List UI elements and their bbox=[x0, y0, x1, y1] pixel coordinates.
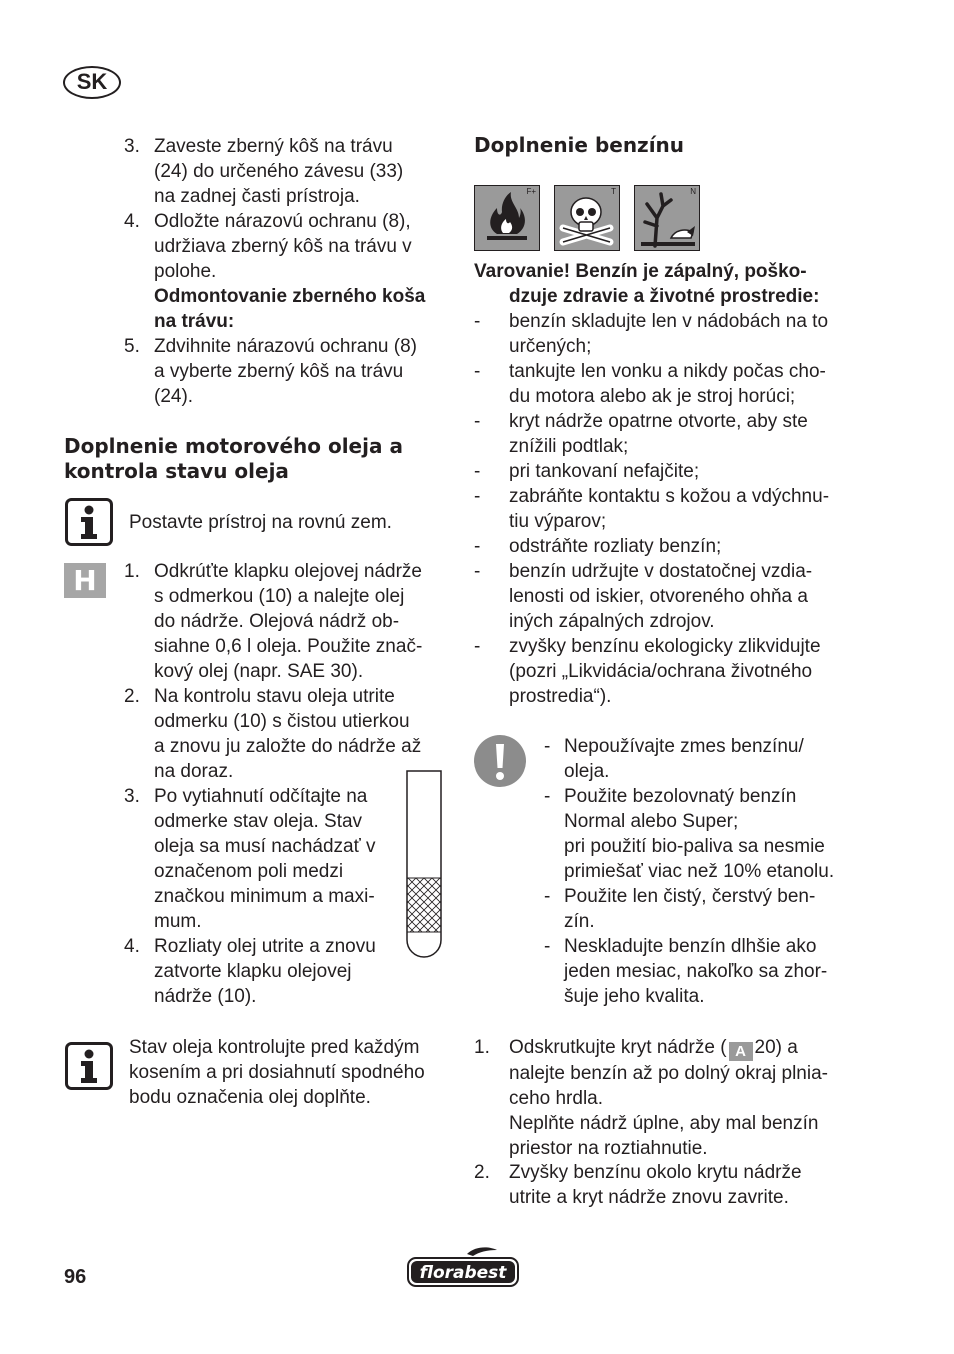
warning-text: Varovanie! Benzín je zápalný, poško- dzuje zdravie a životné prostredie: bbox=[474, 261, 820, 307]
section-heading-oil: Doplnenie motorového oleja a kontrola stavu oleja bbox=[64, 434, 403, 483]
h-section-icon: H bbox=[64, 563, 106, 598]
section-heading-fuel: Doplnenie benzínu bbox=[474, 133, 685, 157]
dipstick-illustration bbox=[404, 770, 444, 962]
language-badge: SK bbox=[63, 66, 121, 99]
info-icon bbox=[65, 498, 113, 546]
flammable-hazard-icon: F+ bbox=[474, 185, 540, 251]
info-text: Stav oleja kontrolujte pred každým kosením a pri dosiahnutí spodného bodu označenia olej doplňte. bbox=[129, 1037, 425, 1108]
toxic-hazard-icon: T bbox=[554, 185, 620, 251]
subheading-remove-basket: Odmontovanie zberného koša na trávu: bbox=[154, 286, 426, 332]
info-icon bbox=[65, 1042, 113, 1090]
caution-icon bbox=[473, 734, 527, 788]
page-number: 96 bbox=[64, 1266, 87, 1288]
brand-logo-text: florabest bbox=[419, 1263, 507, 1283]
environment-hazard-icon: N bbox=[634, 185, 700, 251]
brand-logo bbox=[407, 1246, 519, 1288]
info-text: Postavte prístroj na rovnú zem. bbox=[129, 512, 392, 533]
figure-a-icon: A bbox=[729, 1042, 753, 1061]
